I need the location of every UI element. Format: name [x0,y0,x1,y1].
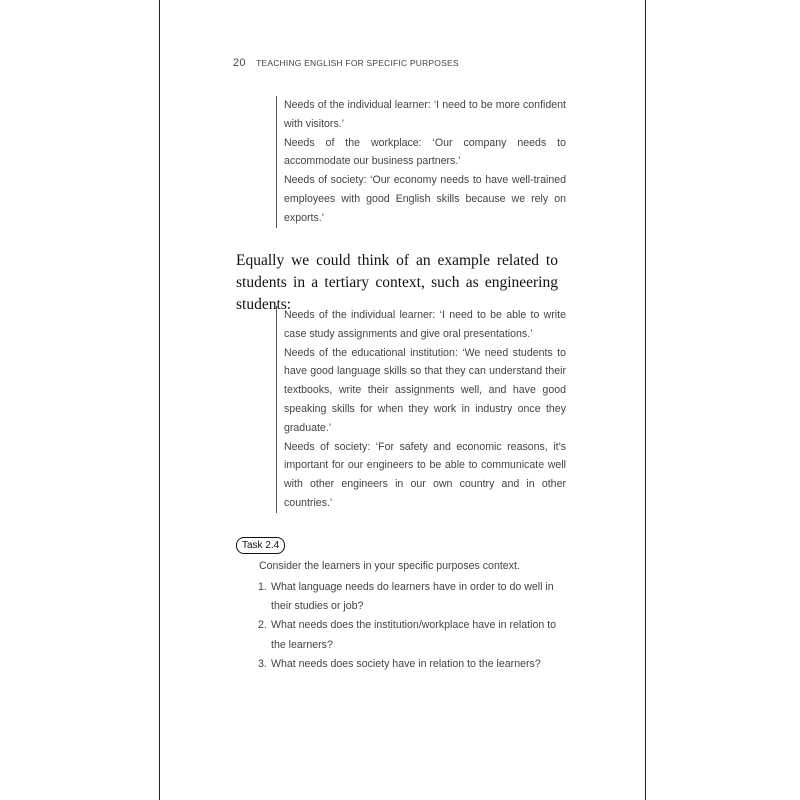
list-item [258,578,558,616]
list-item [258,655,558,674]
quote-line: Needs of the individual learner: ‘I need to be more confident with visitors.’ [284,99,566,130]
quote-line: Needs of the workplace: ‘Our company needs to accommodate our business partners.’ [284,136,566,168]
quote-block-engineering [276,306,566,513]
task-question-list [258,578,558,674]
quote-line: Needs of society: ‘Our economy needs to have well-trained employees with good English skills because we rely on exports.’ [284,174,566,224]
running-title: TEACHING ENGLISH FOR SPECIFIC PURPOSES [256,58,459,68]
list-number: 3. [258,657,267,670]
list-text: What needs does society have in relation to the learners? [271,657,541,670]
task-badge: Task 2.4 [236,537,285,554]
quote-line: Needs of society: ‘For safety and economic reasons, it’s important for our engineers to be able to communicate well with other engineers in our own country and in other countries.’ [284,440,566,509]
task-intro: Consider the learners in your specific purposes context. [259,560,520,572]
quote-line: Needs of the individual learner: ‘I need to be able to write case study assignments and give oral presentations.’ [284,309,566,340]
body-paragraph: Equally we could think of an example related to students in a tertiary context, such as engineering students: [236,252,558,313]
quote-line: Needs of the educational institution: ‘We need students to have good language skills so that they can understand their textbooks, write their assignments well, and have good speaking skills for when they work in industry once they graduate.’ [284,346,566,434]
running-header [233,57,459,69]
page-number: 20 [233,57,246,69]
list-item [258,616,558,654]
list-number: 1. [258,581,267,593]
list-number: 2. [258,619,267,632]
list-text: What language needs do learners have in order to do well in their studies or job? [271,581,554,613]
quote-block-workplace [276,96,566,228]
list-text: What needs does the institution/workplace have in relation to the learners? [271,619,557,651]
